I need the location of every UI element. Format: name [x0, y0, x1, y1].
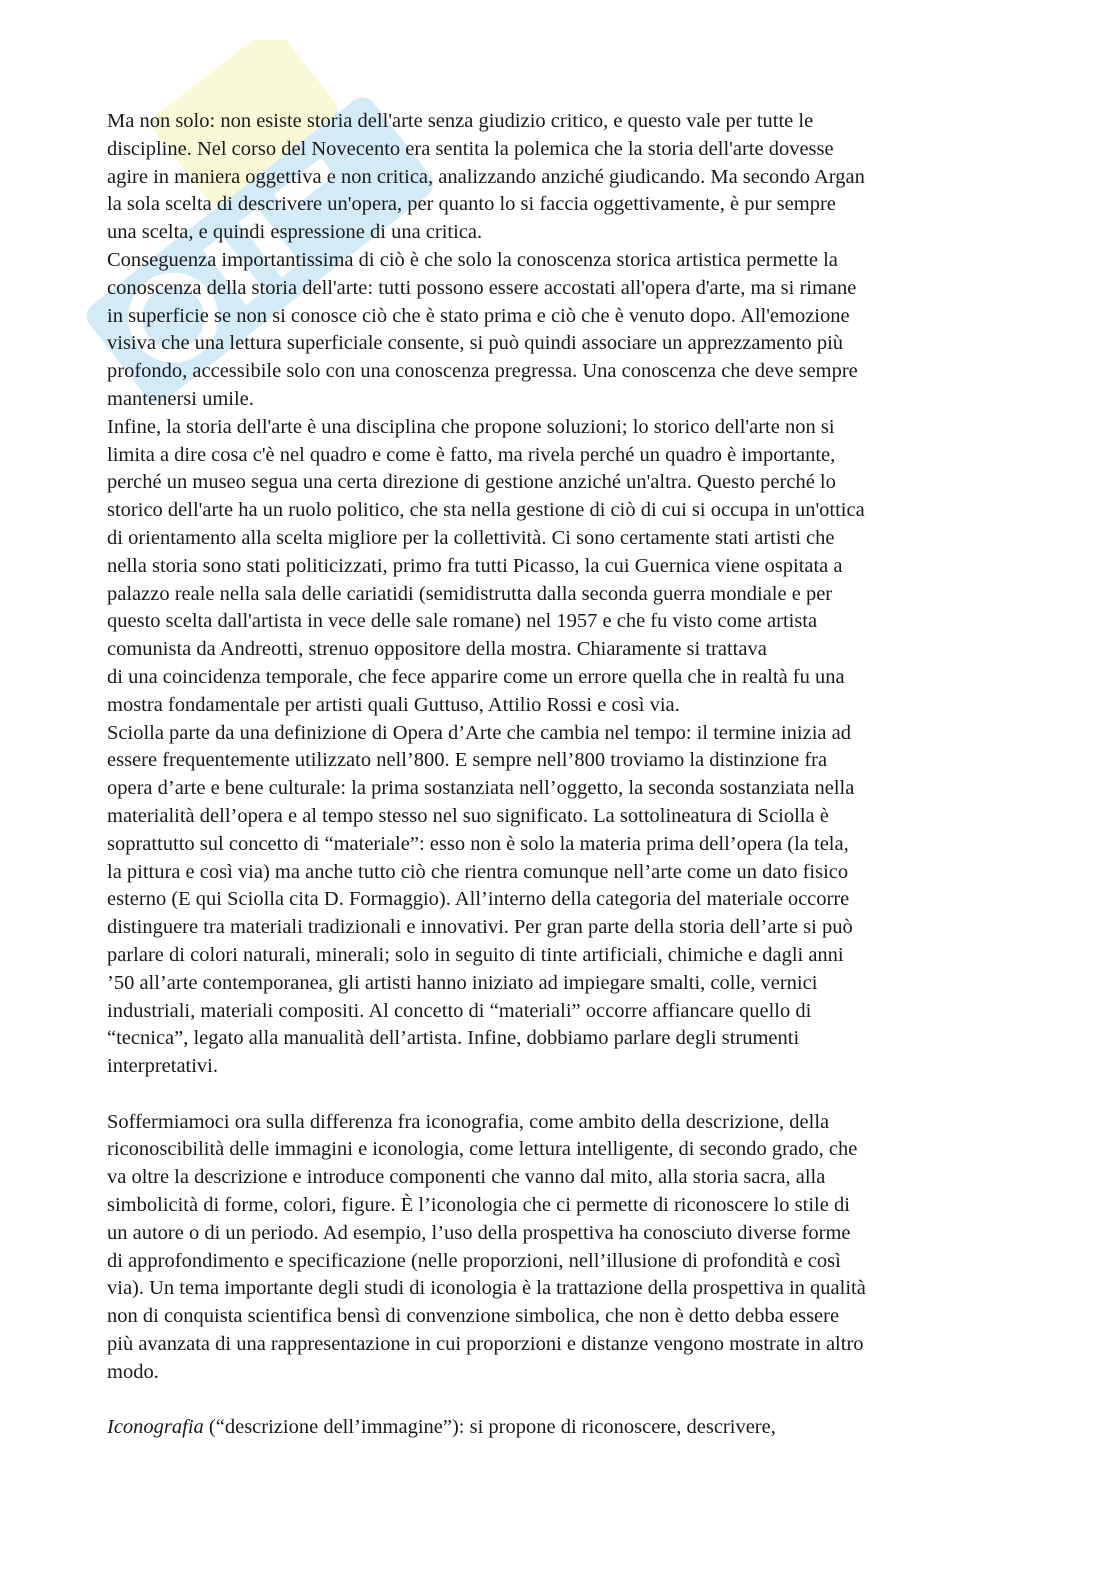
- text-line: mantenersi umile.: [107, 387, 254, 410]
- text-line: “tecnica”, legato alla manualità dell’artista. Infine, dobbiamo parlare degli strumenti: [107, 1027, 800, 1050]
- text-line: questo scelta dall'artista in vece delle sale romane) nel 1957 e che fu visto come artista: [107, 610, 818, 633]
- text-line: visiva che una lettura superficiale consente, si può quindi associare un apprezzamento più: [107, 332, 844, 355]
- text-line: un autore o di un periodo. Ad esempio, l’uso della prospettiva ha conosciuto diverse forme: [107, 1221, 851, 1244]
- text-line: storico dell'arte ha un ruolo politico, che sta nella gestione di ciò di cui si occupa in un'ottica: [107, 499, 865, 522]
- text-line: la sola scelta di descrivere un'opera, per quanto lo si faccia oggettivamente, è pur sempre: [107, 193, 836, 216]
- text-line: comunista da Andreotti, strenuo oppositore della mostra. Chiaramente si trattava: [107, 638, 767, 661]
- text-line: profondo, accessibile solo con una conoscenza pregressa. Una conoscenza che deve sempre: [107, 360, 858, 383]
- text-line: mostra fondamentale per artisti quali Guttuso, Attilio Rossi e così via.: [107, 693, 680, 716]
- text-line: limita a dire cosa c'è nel quadro e come è fatto, ma rivela perché un quadro è importante,: [107, 443, 836, 466]
- paragraph-infine: [107, 414, 1007, 720]
- text-line: di approfondimento e specificazione (nelle proporzioni, nell’illusione di profondità e così: [107, 1249, 841, 1272]
- text-line: riconoscibilità delle immagini e iconologia, come lettura intelligente, di secondo grado, che: [107, 1138, 858, 1161]
- text-line: non di conquista scientifica bensì di convenzione simbolica, che non è detto debba essere: [107, 1305, 840, 1328]
- text-line: discipline. Nel corso del Novecento era sentita la polemica che la storia dell'arte dovesse: [107, 137, 834, 160]
- text-line: perché un museo segua una certa direzione di gestione anziché un'altra. Questo perché lo: [107, 471, 836, 494]
- text-line: agire in maniera oggettiva e non critica, analizzando anziché giudicando. Ma secondo Argan: [107, 165, 865, 188]
- paragraph-argan: [107, 108, 1007, 247]
- definition-text: (“descrizione dell’immagine”): si propone di riconoscere, descrivere,: [203, 1416, 776, 1439]
- text-line: via). Un tema importante degli studi di iconologia è la trattazione della prospettiva in qualità: [107, 1277, 866, 1300]
- paragraph-conseguenza: [107, 247, 1007, 414]
- text-line: Conseguenza importantissima di ciò è che solo la conoscenza storica artistica permette la: [107, 248, 838, 271]
- paragraph-sciolla: [107, 720, 1007, 1081]
- text-line: [107, 1414, 1007, 1442]
- text-line: di orientamento alla scelta migliore per la collettività. Ci sono certamente stati artisti che: [107, 526, 835, 549]
- text-line: parlare di colori naturali, minerali; solo in seguito di tinte artificiali, chimiche e dagli anni: [107, 943, 844, 966]
- text-line: simbolicità di forme, colori, figure. È l’iconologia che ci permette di riconoscere lo stile di: [107, 1194, 850, 1217]
- paragraph-iconografia-definition: [107, 1414, 1007, 1442]
- text-line: Infine, la storia dell'arte è una disciplina che propone soluzioni; lo storico dell'arte non si: [107, 415, 835, 438]
- text-line: industriali, materiali compositi. Al concetto di “materiali” occorre affiancare quello di: [107, 999, 812, 1022]
- text-line: opera d’arte e bene culturale: la prima sostanziata nell’oggetto, la seconda sostanziata nella: [107, 777, 855, 800]
- text-line: in superficie se non si conosce ciò che è stato prima e ciò che è venuto dopo. All'emozione: [107, 304, 850, 327]
- text-line: soprattutto sul concetto di “materiale”: esso non è solo la materia prima dell’opera (la tela,: [107, 832, 849, 855]
- text-line: esterno (E qui Sciolla cita D. Formaggio). All’interno della categoria del materiale occorre: [107, 888, 850, 911]
- text-line: distinguere tra materiali tradizionali e innovativi. Per gran parte della storia dell’arte si può: [107, 916, 853, 939]
- text-line: una scelta, e quindi espressione di una critica.: [107, 221, 483, 244]
- text-line: di una coincidenza temporale, che fece apparire come un errore quella che in realtà fu una: [107, 665, 845, 688]
- text-line: conoscenza della storia dell'arte: tutti possono essere accostati all'opera d'arte, ma si rimane: [107, 276, 857, 299]
- text-line: palazzo reale nella sala delle cariatidi (semidistrutta dalla seconda guerra mondiale e per: [107, 582, 833, 605]
- text-line: essere frequentemente utilizzato nell’800. E sempre nell’800 troviamo la distinzione fra: [107, 749, 828, 772]
- text-line: più avanzata di una rappresentazione in cui proporzioni e distanze vengono mostrate in altro: [107, 1333, 864, 1356]
- text-line: nella storia sono stati politicizzati, primo fra tutti Picasso, la cui Guernica viene ospitata a: [107, 554, 843, 577]
- text-line: modo.: [107, 1360, 159, 1383]
- paragraph-iconografia-iconologia: [107, 1109, 1007, 1387]
- text-line: ’50 all’arte contemporanea, gli artisti hanno iniziato ad impiegare smalti, colle, vernici: [107, 971, 818, 994]
- text-line: va oltre la descrizione e introduce componenti che vanno dal mito, alla storia sacra, alla: [107, 1166, 826, 1189]
- text-line: interpretativi.: [107, 1055, 218, 1078]
- text-line: Soffermiamoci ora sulla differenza fra iconografia, come ambito della descrizione, della: [107, 1110, 830, 1133]
- text-line: Sciolla parte da una definizione di Opera d’Arte che cambia nel tempo: il termine inizia ad: [107, 721, 851, 744]
- document-body: [107, 108, 1007, 1442]
- text-line: Ma non solo: non esiste storia dell'arte senza giudizio critico, e questo vale per tutte le: [107, 110, 814, 132]
- text-line: la pittura e così via) ma anche tutto ciò che rientra comunque nell’arte come un dato fisico: [107, 860, 849, 883]
- text-line: materialità dell’opera e al tempo stesso nel suo significato. La sottolineatura di Sciolla è: [107, 804, 829, 827]
- italic-term: Iconografia: [107, 1416, 204, 1439]
